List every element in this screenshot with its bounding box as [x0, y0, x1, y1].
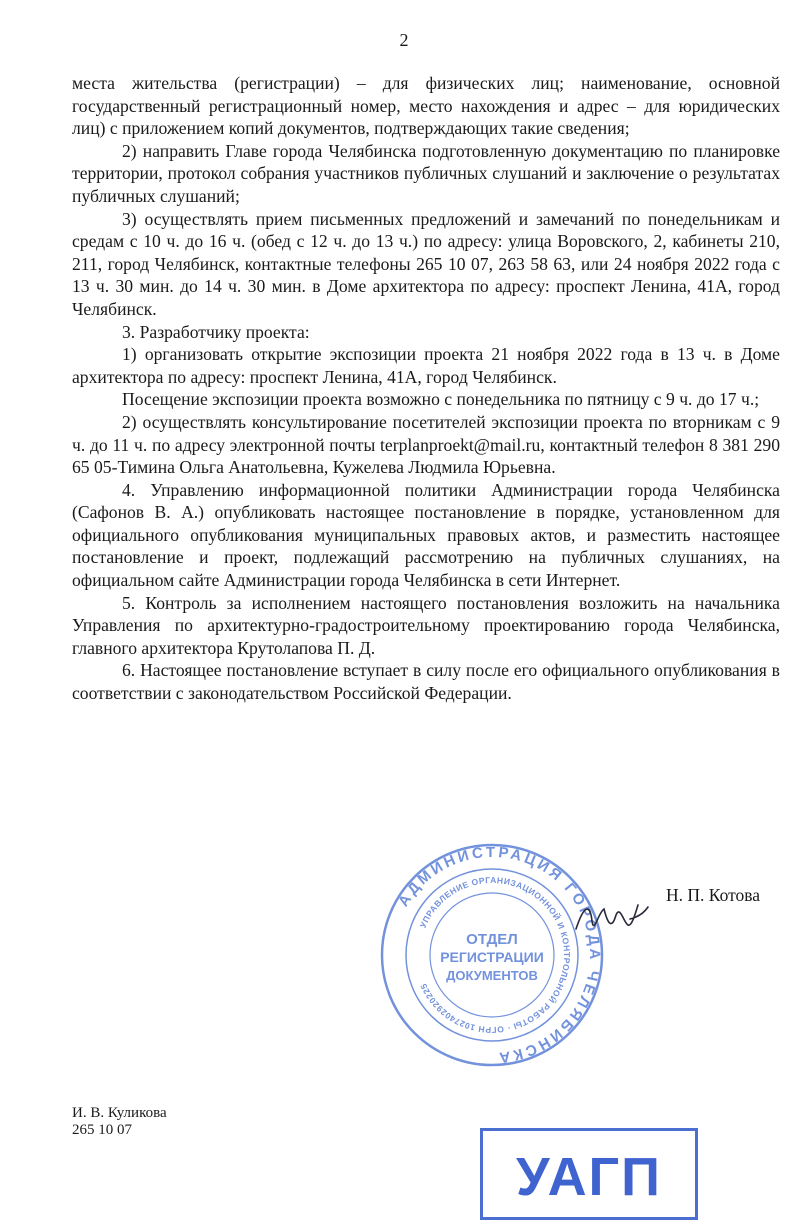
svg-text:ОТДЕЛ: ОТДЕЛ — [466, 931, 518, 948]
paragraph-developer-heading: 3. Разработчику проекта: — [122, 321, 310, 342]
paragraph-effective-date: 6. Настоящее постановление вступает в силу после его официального опубликования в соответствии с законодательством Российской Федерации. — [72, 660, 780, 704]
executor-block — [72, 1105, 167, 1139]
signatory-name: Н. П. Котова — [666, 885, 761, 905]
svg-text:ДОКУМЕНТОВ: ДОКУМЕНТОВ — [446, 968, 538, 983]
svg-text:АДМИНИСТРАЦИЯ ГОРОДА ЧЕЛЯБИНСК: АДМИНИСТРАЦИЯ ГОРОДА ЧЕЛЯБИНСКА — [394, 843, 604, 1067]
document-body — [72, 72, 780, 705]
paragraph-consultations: 2) осуществлять консультирование посетителей экспозиции проекта по вторникам с 9 ч. до 11 ч. по адресу электронной почты terplanproekt@mail.ru, контактный телефон 8 381 290 65 05-Тимина Ольга Анатольевна, Кужелева Людмила Юрьевна. — [72, 411, 780, 478]
paragraph-residence-requirements: места жительства (регистрации) – для физических лиц; наименование, основной государственный регистрационный номер, место нахождения и адрес – для юридических лиц) с приложением копий документов, подтверждающих такие сведения; — [72, 73, 780, 139]
paragraph-publish: 4. Управлению информационной политики Администрации города Челябинска (Сафонов В. А.) опубликовать настоящее постановление в порядке, установленном для официального опубликования муниципальных правовых актов, и разместить настоящее постановление и проект, подлежащий рассмотрению на публичных слушаниях, на официальном сайте Администрации города Челябинска в сети Интернет. — [72, 479, 780, 591]
handwritten-signature — [572, 895, 652, 945]
svg-text:УПРАВЛЕНИЕ ОРГАНИЗАЦИОННОЙ И К: УПРАВЛЕНИЕ ОРГАНИЗАЦИОННОЙ И КОНТРОЛЬНОЙ РАБОТЫ · ОГРН 1027402920225 — [417, 874, 573, 1036]
department-stamp-label: УАГП — [516, 1147, 662, 1207]
official-round-seal — [372, 840, 612, 1070]
svg-text:РЕГИСТРАЦИИ: РЕГИСТРАЦИИ — [440, 949, 544, 965]
page-number: 2 — [399, 30, 409, 50]
paragraph-receive-proposals: 3) осуществлять прием письменных предложений и замечаний по понедельникам и средам с 10 ч. до 16 ч. (обед с 12 ч. до 13 ч.) по адресу: улица Воровского, 2, кабинеты 210, 211, город Челябинск, контактные телефоны 265 10 07, 263 58 63, или 24 ноября 2022 года с 13 ч. 30 мин. до 14 ч. 30 мин. в Доме архитектора по адресу: проспект Ленина, 41А, город Челябинск. — [72, 208, 780, 319]
department-stamp — [480, 1128, 698, 1220]
executor-phone: 265 10 07 — [72, 1122, 132, 1138]
paragraph-send-to-head: 2) направить Главе города Челябинска подготовленную документацию по планировке территории, протокол собрания участников публичных слушаний и заключение о результатах публичных слушаний; — [72, 140, 780, 206]
paragraph-exposition-hours: Посещение экспозиции проекта возможно с понедельника по пятницу с 9 ч. до 17 ч.; — [122, 389, 760, 410]
paragraph-open-exposition: 1) организовать открытие экспозиции проекта 21 ноября 2022 года в 13 ч. в Доме архитектора по адресу: проспект Ленина, 41А, город Челябинск. — [72, 344, 780, 387]
executor-name: И. В. Куликова — [72, 1105, 167, 1121]
paragraph-control: 5. Контроль за исполнением настоящего постановления возложить на начальника Управления по архитектурно-градостроительному проектированию города Челябинска, главного архитектора Крутолапова П. Д. — [72, 592, 780, 658]
